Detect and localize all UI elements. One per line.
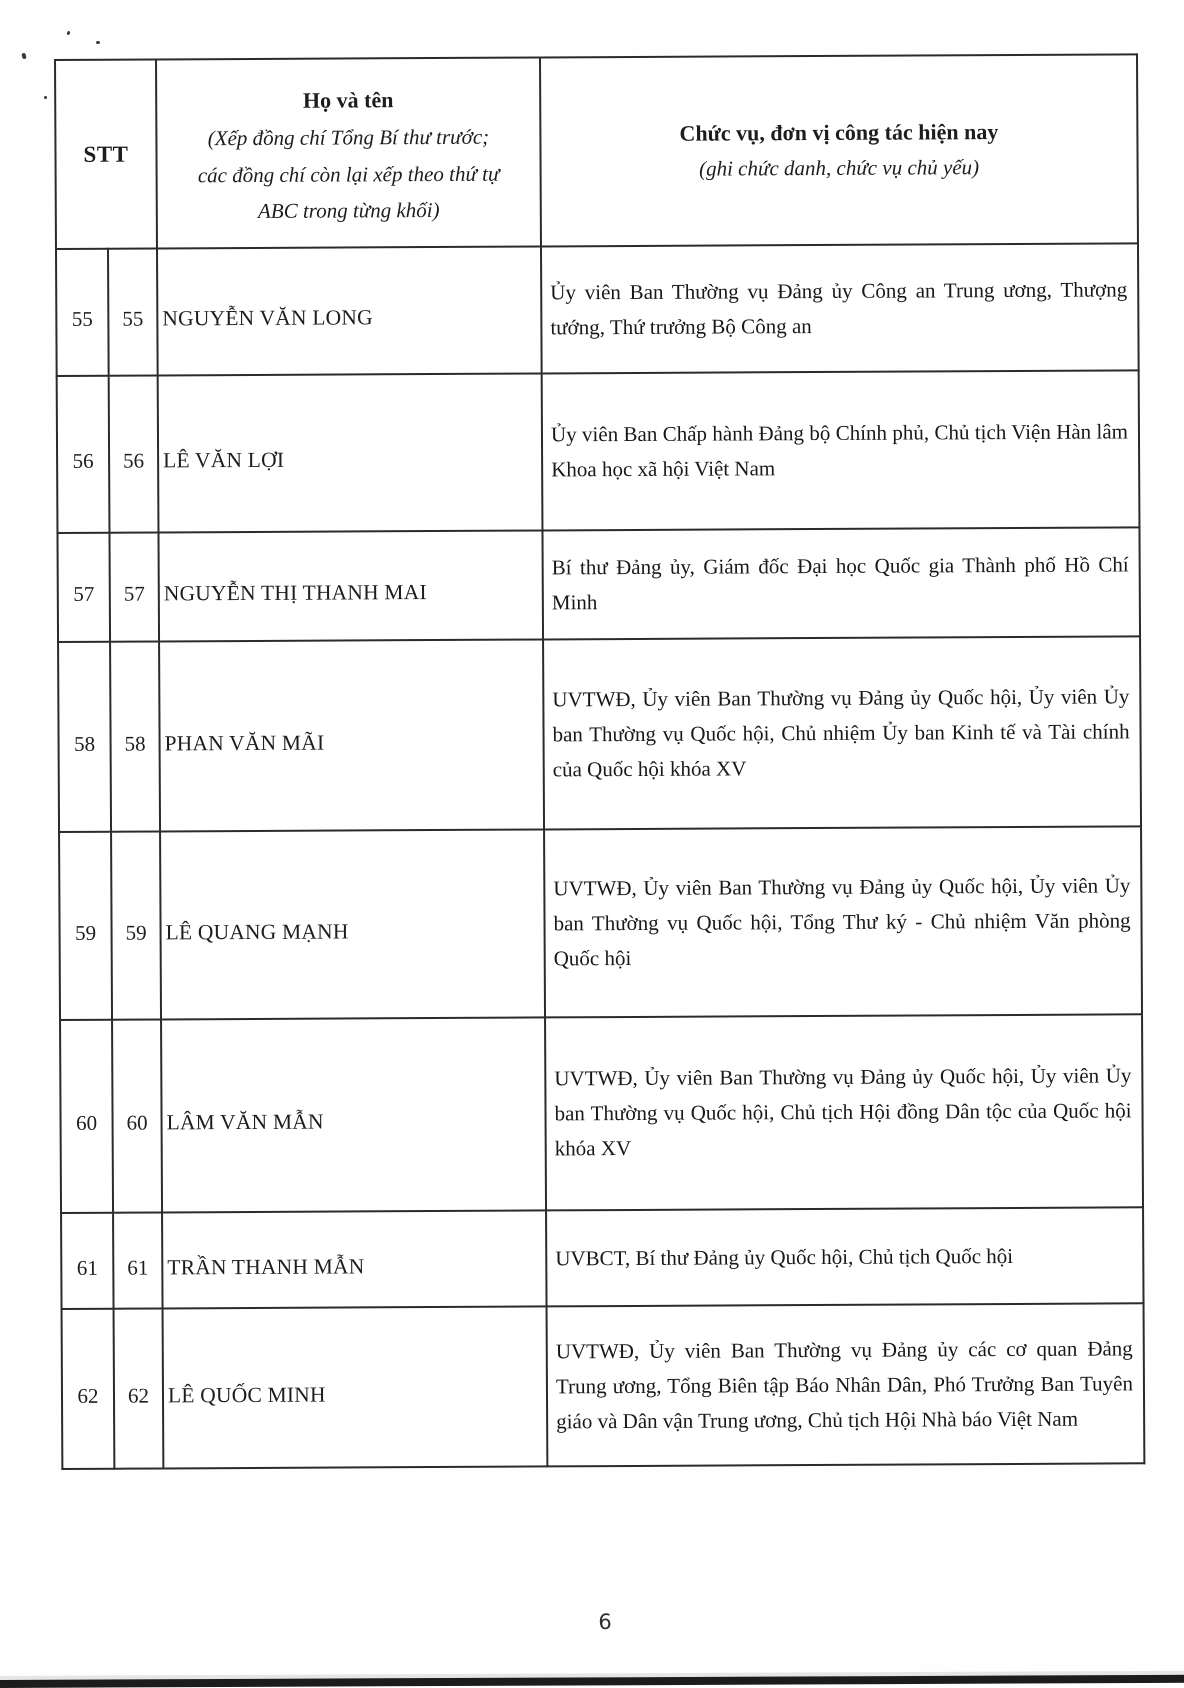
header-position-title: Chức vụ, đơn vị công tác hiện nay (679, 118, 999, 146)
stt-value: 60 (76, 1110, 98, 1135)
stt-cell-secondary (114, 1308, 164, 1468)
position-cell (541, 243, 1139, 373)
header-name-title: Họ và tên (302, 87, 394, 113)
stt-cell-secondary (109, 375, 159, 532)
scan-speck (21, 53, 26, 60)
stt-cell-secondary (111, 831, 161, 1019)
position-text: Ủy viên Ban Chấp hành Đảng bộ Chính phủ, Chủ tịch Viện Hàn lâm Khoa học xã hội Việt Nam (550, 418, 1129, 481)
position-text: UVTWĐ, Ủy viên Ban Thường vụ Đảng ủy các cơ quan Đảng Trung ương, Tổng Biên tập Báo Nhân Dân, Phó Trưởng Ban Tuyên giáo và Dân vận Trung ương, Chủ tịch Hội Nhà báo Việt Nam (555, 1335, 1134, 1433)
stt-value-secondary: 58 (124, 731, 146, 756)
header-stt: STT (55, 59, 157, 249)
table-row (56, 243, 1139, 376)
position-cell (544, 826, 1142, 1017)
name-cell (161, 1017, 546, 1212)
name-cell (158, 530, 543, 641)
stt-cell-secondary (110, 641, 160, 831)
stt-cell (59, 832, 112, 1020)
header-name-note: (Xếp đồng chí Tổng Bí thư trước; các đồng chí còn lại xếp theo thứ tự ABC trong từng khối) (197, 124, 500, 224)
person-name: NGUYỄN THỊ THANH MAI (163, 580, 427, 606)
position-cell (542, 527, 1140, 639)
stt-value: 56 (72, 448, 94, 473)
position-text: Ủy viên Ban Thường vụ Đảng ủy Công an Trung ương, Thượng tướng, Thứ trưởng Bộ Công an (550, 276, 1128, 339)
table-row (60, 1014, 1143, 1213)
stt-cell (60, 1020, 113, 1213)
position-text: UVTWĐ, Ủy viên Ban Thường vụ Đảng ủy Quốc hội, Ủy viên Ủy ban Thường vụ Quốc hội, Tổng Thư ký - Chủ nhiệm Văn phòng Quốc hội (553, 872, 1131, 970)
stt-cell (56, 249, 109, 376)
name-cell (158, 373, 543, 532)
person-name: LÊ QUANG MẠNH (165, 918, 349, 944)
personnel-table-wrap (54, 53, 1145, 1470)
header-row (55, 54, 1138, 249)
position-cell (543, 636, 1141, 829)
person-name: NGUYỄN VĂN LONG (162, 305, 373, 331)
name-cell (157, 246, 542, 375)
position-cell (545, 1014, 1143, 1210)
stt-value: 57 (73, 581, 95, 606)
table-header (55, 54, 1138, 249)
stt-cell (61, 1213, 114, 1309)
stt-cell-secondary (112, 1019, 162, 1212)
stt-value: 59 (75, 920, 97, 945)
stt-value-secondary: 60 (126, 1110, 148, 1135)
stt-cell (58, 642, 111, 832)
scan-speck (96, 41, 100, 44)
stt-cell (62, 1309, 115, 1469)
person-name: LÂM VĂN MẪN (166, 1109, 324, 1135)
person-name: PHAN VĂN MÃI (164, 730, 325, 755)
stt-value-secondary: 55 (122, 306, 144, 331)
stt-cell (57, 533, 110, 642)
scan-speck (44, 96, 47, 99)
stt-value-secondary: 59 (125, 920, 147, 945)
stt-cell-secondary (113, 1212, 163, 1308)
stt-cell (57, 376, 110, 533)
name-cell (162, 1210, 546, 1308)
position-text: UVTWĐ, Ủy viên Ban Thường vụ Đảng ủy Quốc hội, Ủy viên Ủy ban Thường vụ Quốc hội, Chủ nhiệm Ủy ban Kinh tế và Tài chính của Quốc hội khóa XV (552, 683, 1130, 781)
header-position-note: (ghi chức danh, chức vụ chủ yếu) (699, 154, 980, 181)
position-cell (546, 1207, 1143, 1306)
table-body (56, 243, 1144, 1469)
table-row (62, 1303, 1145, 1469)
stt-cell-secondary (108, 248, 158, 375)
header-name (156, 57, 541, 248)
stt-value-secondary: 57 (123, 581, 145, 606)
stt-value: 62 (77, 1383, 99, 1408)
page-number: 6 (598, 1610, 612, 1634)
stt-value: 58 (74, 731, 96, 756)
table-row (57, 370, 1140, 533)
person-name: LÊ QUỐC MINH (167, 1382, 326, 1407)
personnel-table (54, 53, 1145, 1470)
person-name: LÊ VĂN LỢI (163, 447, 285, 473)
stt-value-secondary: 62 (127, 1383, 150, 1408)
stt-value-secondary: 61 (127, 1255, 149, 1280)
position-cell (547, 1303, 1145, 1466)
position-text: UVTWĐ, Ủy viên Ban Thường vụ Đảng ủy Quốc hội, Ủy viên Ủy ban Thường vụ Quốc hội, Chủ tịch Hội đồng Dân tộc của Quốc hội khóa XV (554, 1063, 1132, 1161)
stt-value-secondary: 56 (123, 448, 145, 473)
scan-speck (66, 31, 70, 36)
table-row (58, 636, 1141, 832)
header-position (540, 54, 1138, 246)
stt-cell-secondary (109, 532, 159, 641)
position-text: Bí thư Đảng ủy, Giám đốc Đại học Quốc gia Thành phố Hồ Chí Minh (551, 551, 1129, 614)
name-cell (159, 639, 544, 831)
position-text: UVBCT, Bí thư Đảng ủy Quốc hội, Chủ tịch Quốc hội (555, 1243, 1014, 1270)
person-name: TRẦN THANH MẪN (167, 1253, 365, 1279)
name-cell (163, 1306, 548, 1468)
stt-value: 55 (71, 306, 93, 331)
stt-value: 61 (76, 1255, 98, 1280)
table-row (59, 826, 1142, 1020)
position-cell (542, 370, 1140, 530)
table-row (61, 1207, 1144, 1309)
name-cell (160, 829, 545, 1019)
table-row (57, 527, 1140, 642)
